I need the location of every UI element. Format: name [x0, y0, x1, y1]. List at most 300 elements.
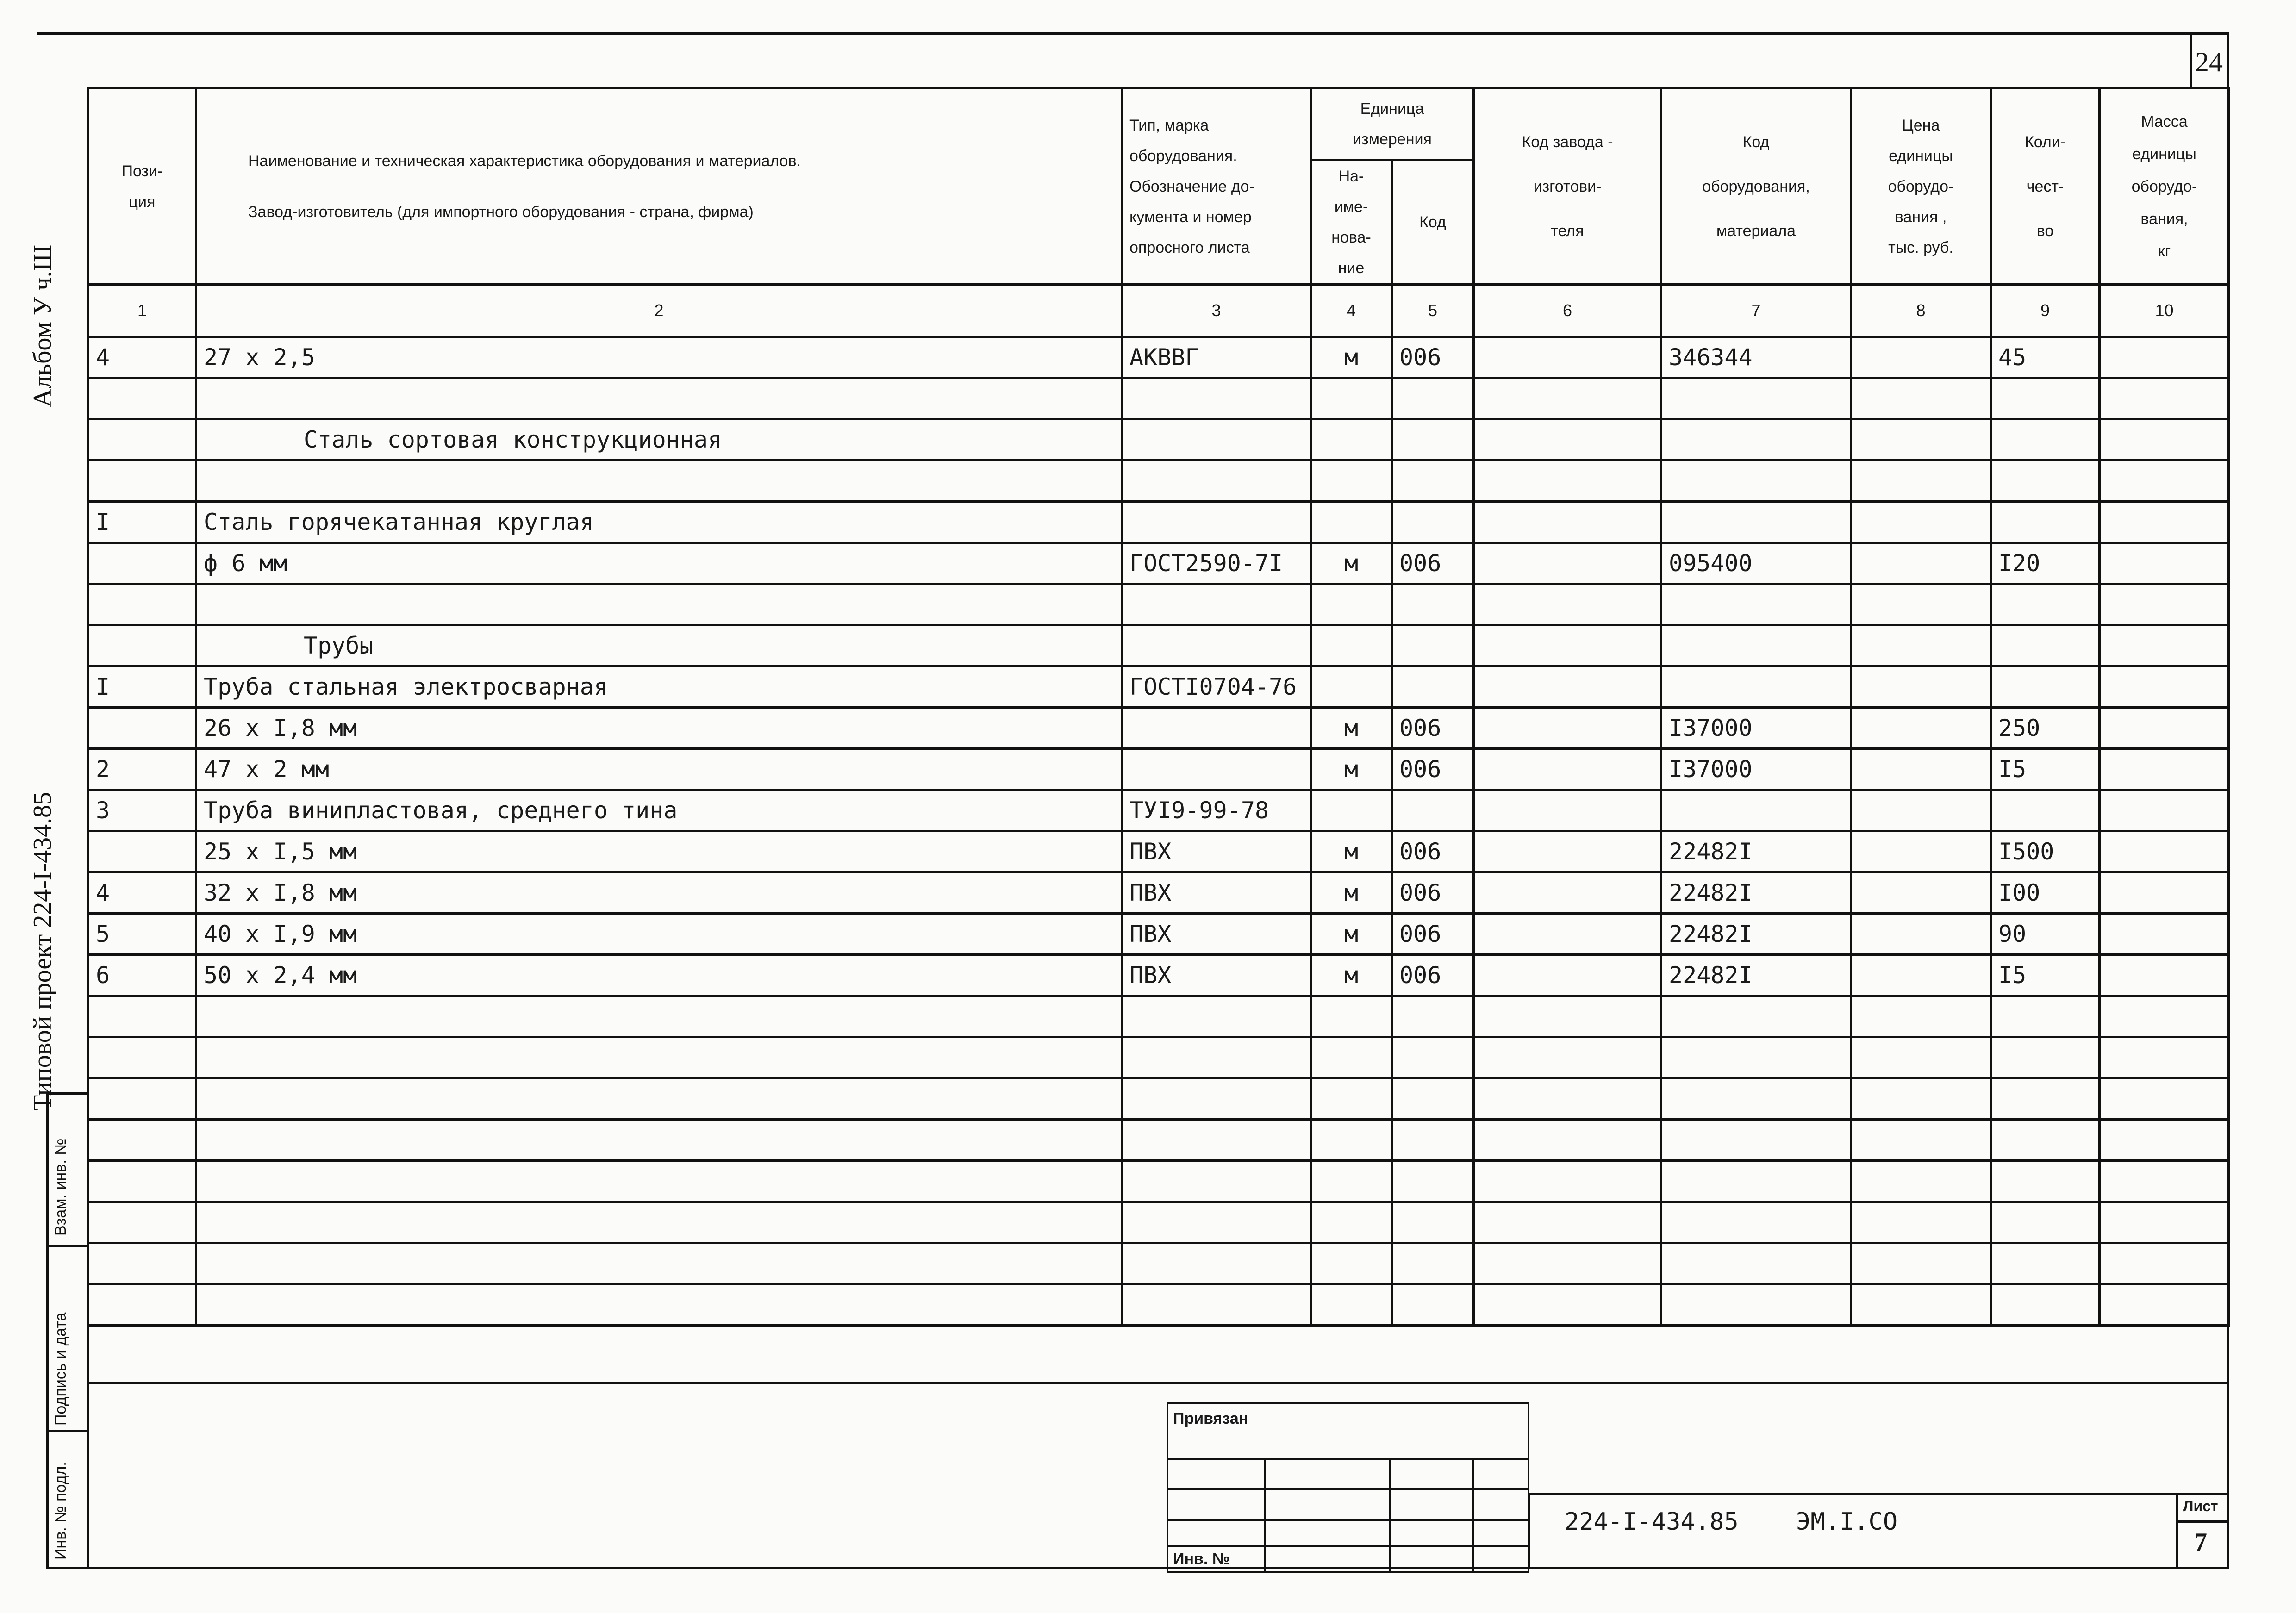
- price-cell: [1851, 955, 1991, 996]
- column-number: 3: [1122, 285, 1311, 337]
- sheet-corner-number: 24: [2195, 47, 2223, 77]
- price-cell: [1851, 1284, 1991, 1326]
- mass-cell: [2100, 872, 2229, 914]
- type-cell: [1122, 1202, 1311, 1243]
- price-cell: [1851, 1243, 1991, 1284]
- mass-cell: [2100, 625, 2229, 666]
- doc-code-rule: [1528, 1493, 2229, 1495]
- table-row: [88, 955, 2229, 996]
- table-row: [88, 461, 2229, 502]
- unit-code-cell: [1392, 461, 1474, 502]
- unit-code-cell: [1392, 419, 1474, 461]
- type-cell: ПВХ: [1122, 914, 1311, 955]
- equipment-code-cell: [1661, 584, 1851, 625]
- stamp-cell: [1473, 1459, 1529, 1489]
- factory-code-cell: [1474, 584, 1661, 625]
- type-cell: [1122, 1120, 1311, 1161]
- header-unit-name: [1311, 160, 1392, 285]
- type-cell: [1122, 378, 1311, 419]
- table-row: [88, 914, 2229, 955]
- price-cell: [1851, 666, 1991, 708]
- type-cell: ПВХ: [1122, 872, 1311, 914]
- position-cell: I: [88, 502, 196, 543]
- quantity-cell: [1991, 378, 2100, 419]
- name-cell: 50 х 2,4 мм: [196, 955, 1122, 996]
- table-row: [88, 708, 2229, 749]
- price-cell: [1851, 1120, 1991, 1161]
- equipment-code-cell: [1661, 1078, 1851, 1120]
- stamp-cell: [1265, 1546, 1390, 1572]
- quantity-cell: 90: [1991, 914, 2100, 955]
- name-cell: [196, 1284, 1122, 1326]
- mass-cell: [2100, 1161, 2229, 1202]
- factory-code-cell: [1474, 461, 1661, 502]
- unit-name-cell: м: [1311, 955, 1392, 996]
- header-equipment-code: [1661, 88, 1851, 285]
- unit-code-cell: 006: [1392, 872, 1474, 914]
- quantity-cell: 45: [1991, 337, 2100, 378]
- unit-name-cell: [1311, 1037, 1392, 1078]
- stamp-row: [1167, 1546, 1529, 1572]
- price-cell: [1851, 749, 1991, 790]
- mass-cell: [2100, 419, 2229, 461]
- left-strip-frame: [46, 1092, 49, 1569]
- factory-code-cell: [1474, 831, 1661, 872]
- table-row: [88, 996, 2229, 1037]
- column-number: 9: [1991, 285, 2100, 337]
- table-row: [88, 502, 2229, 543]
- price-cell: [1851, 708, 1991, 749]
- position-cell: 5: [88, 914, 196, 955]
- header-type-text: Тип, марка оборудования. Обозначение до- кумента и номер опросного листа: [1129, 116, 1254, 256]
- quantity-cell: I5: [1991, 955, 2100, 996]
- name-cell: 32 х I,8 мм: [196, 872, 1122, 914]
- unit-code-cell: 006: [1392, 708, 1474, 749]
- factory-code-cell: [1474, 1037, 1661, 1078]
- header-row: [88, 88, 2229, 160]
- type-cell: ГОСТI0704-76: [1122, 666, 1311, 708]
- name-cell: ф 6 мм: [196, 543, 1122, 584]
- equipment-code-cell: 22482I: [1661, 872, 1851, 914]
- stamp-cell: [1265, 1520, 1390, 1546]
- price-cell: [1851, 461, 1991, 502]
- doc-code-left: [1528, 1493, 1530, 1569]
- type-cell: [1122, 419, 1311, 461]
- equipment-code-cell: [1661, 461, 1851, 502]
- price-cell: [1851, 1078, 1991, 1120]
- table-row: [88, 1120, 2229, 1161]
- stamp-cell: [1390, 1489, 1473, 1520]
- unit-code-cell: [1392, 1078, 1474, 1120]
- position-cell: [88, 625, 196, 666]
- name-cell: [196, 1078, 1122, 1120]
- table-row: [88, 625, 2229, 666]
- price-cell: [1851, 872, 1991, 914]
- table-row: [88, 337, 2229, 378]
- header-equipment-code-text: Код оборудования, материала: [1702, 133, 1810, 240]
- price-cell: [1851, 1202, 1991, 1243]
- mass-cell: [2100, 996, 2229, 1037]
- stamp-cell: [1390, 1546, 1473, 1572]
- table-row: [88, 872, 2229, 914]
- specification-body: [88, 337, 2229, 1326]
- stamp-cell: [1390, 1520, 1473, 1546]
- type-cell: ПВХ: [1122, 831, 1311, 872]
- price-cell: [1851, 1161, 1991, 1202]
- factory-code-cell: [1474, 996, 1661, 1037]
- type-cell: [1122, 1037, 1311, 1078]
- price-cell: [1851, 543, 1991, 584]
- position-cell: [88, 1202, 196, 1243]
- stamp-cell: [1265, 1459, 1390, 1489]
- unit-code-cell: [1392, 378, 1474, 419]
- column-number-row: [88, 285, 2229, 337]
- header-unit-group-text: Единица измерения: [1353, 100, 1432, 148]
- unit-name-cell: [1311, 378, 1392, 419]
- position-cell: [88, 584, 196, 625]
- unit-name-cell: [1311, 1202, 1392, 1243]
- type-cell: [1122, 1284, 1311, 1326]
- factory-code-cell: [1474, 543, 1661, 584]
- unit-code-cell: 006: [1392, 337, 1474, 378]
- equipment-code-cell: 22482I: [1661, 831, 1851, 872]
- position-cell: [88, 419, 196, 461]
- factory-code-cell: [1474, 1202, 1661, 1243]
- quantity-cell: I500: [1991, 831, 2100, 872]
- quantity-cell: [1991, 1078, 2100, 1120]
- stamp-row: [1167, 1459, 1529, 1489]
- mass-cell: [2100, 1120, 2229, 1161]
- header-factory-code: [1474, 88, 1661, 285]
- price-cell: [1851, 419, 1991, 461]
- position-cell: [88, 1037, 196, 1078]
- equipment-code-cell: 095400: [1661, 543, 1851, 584]
- equipment-code-cell: I37000: [1661, 708, 1851, 749]
- unit-code-cell: [1392, 996, 1474, 1037]
- name-cell: 25 х I,5 мм: [196, 831, 1122, 872]
- name-cell: [196, 1120, 1122, 1161]
- stamp-row: [1167, 1489, 1529, 1520]
- unit-code-cell: [1392, 625, 1474, 666]
- factory-code-cell: [1474, 1284, 1661, 1326]
- factory-code-cell: [1474, 1243, 1661, 1284]
- table-row: [88, 543, 2229, 584]
- name-cell: [196, 1161, 1122, 1202]
- table-row: [88, 1078, 2229, 1120]
- mass-cell: [2100, 831, 2229, 872]
- equipment-code-cell: [1661, 1202, 1851, 1243]
- unit-code-cell: [1392, 1202, 1474, 1243]
- type-cell: АКВВГ: [1122, 337, 1311, 378]
- unit-code-cell: [1392, 584, 1474, 625]
- mass-cell: [2100, 337, 2229, 378]
- table-row: [88, 1202, 2229, 1243]
- table-row: [88, 790, 2229, 831]
- type-cell: [1122, 708, 1311, 749]
- position-cell: [88, 461, 196, 502]
- header-unit-mass-text: Масса единицы оборудо- вания, кг: [2131, 112, 2197, 260]
- top-rule: [37, 32, 2227, 35]
- price-cell: [1851, 337, 1991, 378]
- position-cell: [88, 1078, 196, 1120]
- name-cell: [196, 1037, 1122, 1078]
- mass-cell: [2100, 543, 2229, 584]
- table-row: [88, 1161, 2229, 1202]
- type-cell: [1122, 584, 1311, 625]
- position-cell: [88, 1284, 196, 1326]
- position-cell: [88, 831, 196, 872]
- mass-cell: [2100, 1284, 2229, 1326]
- unit-name-cell: [1311, 666, 1392, 708]
- stamp-row: [1167, 1403, 1529, 1459]
- type-cell: ТУI9-99-78: [1122, 790, 1311, 831]
- table-row: [88, 584, 2229, 625]
- unit-name-cell: [1311, 584, 1392, 625]
- vzam-inv-label: Взам. инв. №: [52, 1138, 69, 1236]
- unit-name-cell: м: [1311, 749, 1392, 790]
- position-cell: [88, 543, 196, 584]
- specification-table: [87, 87, 2230, 1327]
- unit-code-cell: [1392, 1120, 1474, 1161]
- quantity-cell: [1991, 996, 2100, 1037]
- equipment-code-cell: [1661, 378, 1851, 419]
- name-cell: [196, 1202, 1122, 1243]
- mass-cell: [2100, 914, 2229, 955]
- type-cell: [1122, 996, 1311, 1037]
- name-cell: [196, 1243, 1122, 1284]
- mass-cell: [2100, 1037, 2229, 1078]
- right-frame-top: [2190, 32, 2192, 87]
- name-cell: [196, 378, 1122, 419]
- unit-code-cell: [1392, 1284, 1474, 1326]
- list-number: 7: [2194, 1528, 2207, 1557]
- unit-name-cell: [1311, 419, 1392, 461]
- mass-cell: [2100, 502, 2229, 543]
- unit-code-cell: [1392, 1243, 1474, 1284]
- quantity-cell: [1991, 790, 2100, 831]
- column-number: 1: [88, 285, 196, 337]
- name-cell: Сталь горячекатанная круглая: [196, 502, 1122, 543]
- position-cell: 4: [88, 872, 196, 914]
- type-cell: ГОСТ2590-7I: [1122, 543, 1311, 584]
- document-code: 224-I-434.85: [1565, 1508, 1739, 1536]
- type-cell: [1122, 625, 1311, 666]
- column-number: 5: [1392, 285, 1474, 337]
- column-number: 10: [2100, 285, 2229, 337]
- section-code: ЭМ.I.СО: [1796, 1508, 1898, 1536]
- type-cell: [1122, 502, 1311, 543]
- inv-podl-label: Инв. № подл.: [52, 1462, 69, 1560]
- stamp-cell: [1390, 1459, 1473, 1489]
- mass-cell: [2100, 666, 2229, 708]
- name-cell: [196, 461, 1122, 502]
- header-position-text: Пози- ция: [121, 162, 163, 211]
- table-row: [88, 378, 2229, 419]
- unit-code-cell: 006: [1392, 955, 1474, 996]
- project-label: Типовой проект 224-I-434.85: [28, 791, 57, 1111]
- unit-name-cell: [1311, 996, 1392, 1037]
- type-cell: [1122, 1078, 1311, 1120]
- column-number: 2: [196, 285, 1122, 337]
- factory-code-cell: [1474, 1161, 1661, 1202]
- stamp-cell: [1265, 1489, 1390, 1520]
- name-cell: 47 х 2 мм: [196, 749, 1122, 790]
- price-cell: [1851, 914, 1991, 955]
- price-cell: [1851, 502, 1991, 543]
- stamp-cell: [1473, 1520, 1529, 1546]
- name-cell: 26 х I,8 мм: [196, 708, 1122, 749]
- factory-code-cell: [1474, 708, 1661, 749]
- mass-cell: [2100, 1243, 2229, 1284]
- equipment-code-cell: [1661, 502, 1851, 543]
- bottom-frame: [46, 1567, 2229, 1569]
- factory-code-cell: [1474, 337, 1661, 378]
- unit-name-cell: м: [1311, 914, 1392, 955]
- table-row: [88, 1284, 2229, 1326]
- unit-name-cell: [1311, 1243, 1392, 1284]
- price-cell: [1851, 625, 1991, 666]
- equipment-code-cell: [1661, 625, 1851, 666]
- unit-name-cell: м: [1311, 337, 1392, 378]
- mass-cell: [2100, 584, 2229, 625]
- table-row: [88, 749, 2229, 790]
- stamp-cell: [1473, 1489, 1529, 1520]
- unit-code-cell: 006: [1392, 749, 1474, 790]
- name-cell: Сталь сортовая конструкционная: [196, 419, 1122, 461]
- price-cell: [1851, 831, 1991, 872]
- factory-code-cell: [1474, 790, 1661, 831]
- name-cell: 40 х I,9 мм: [196, 914, 1122, 955]
- price-cell: [1851, 996, 1991, 1037]
- left-strip-div-1: [46, 1245, 88, 1247]
- header-quantity-text: Коли- чест- во: [2024, 133, 2066, 240]
- table-row: [88, 831, 2229, 872]
- position-cell: 3: [88, 790, 196, 831]
- unit-name-cell: [1311, 1078, 1392, 1120]
- unit-code-cell: [1392, 790, 1474, 831]
- quantity-cell: [1991, 1202, 2100, 1243]
- mass-cell: [2100, 461, 2229, 502]
- price-cell: [1851, 790, 1991, 831]
- table-row: [88, 1037, 2229, 1078]
- equipment-code-cell: [1661, 996, 1851, 1037]
- factory-code-cell: [1474, 749, 1661, 790]
- column-number: 8: [1851, 285, 1991, 337]
- price-cell: [1851, 584, 1991, 625]
- factory-code-cell: [1474, 625, 1661, 666]
- name-cell: 27 х 2,5: [196, 337, 1122, 378]
- mass-cell: [2100, 378, 2229, 419]
- unit-name-cell: [1311, 1284, 1392, 1326]
- header-factory-code-text: Код завода - изготови- теля: [1522, 133, 1613, 240]
- type-cell: ПВХ: [1122, 955, 1311, 996]
- stamp-row: [1167, 1520, 1529, 1546]
- header-unit-name-text: На- име- нова- ние: [1331, 168, 1371, 277]
- factory-code-cell: [1474, 419, 1661, 461]
- header-unit-mass: [2100, 88, 2229, 285]
- equipment-code-cell: 22482I: [1661, 955, 1851, 996]
- unit-name-cell: м: [1311, 831, 1392, 872]
- type-cell: [1122, 1243, 1311, 1284]
- quantity-cell: [1991, 666, 2100, 708]
- unit-code-cell: [1392, 666, 1474, 708]
- header-unit-price-text: Цена единицы оборудо- вания , тыс. руб.: [1888, 116, 1954, 256]
- factory-code-cell: [1474, 378, 1661, 419]
- quantity-cell: [1991, 1161, 2100, 1202]
- mass-cell: [2100, 1078, 2229, 1120]
- type-cell: [1122, 461, 1311, 502]
- equipment-code-cell: [1661, 1284, 1851, 1326]
- type-cell: [1122, 1161, 1311, 1202]
- position-cell: [88, 996, 196, 1037]
- position-cell: 2: [88, 749, 196, 790]
- quantity-cell: [1991, 502, 2100, 543]
- quantity-cell: [1991, 1120, 2100, 1161]
- equipment-code-cell: 22482I: [1661, 914, 1851, 955]
- table-row: [88, 419, 2229, 461]
- type-cell: [1122, 749, 1311, 790]
- unit-code-cell: 006: [1392, 914, 1474, 955]
- quantity-cell: [1991, 1243, 2100, 1284]
- column-number: 6: [1474, 285, 1661, 337]
- header-type: [1122, 88, 1311, 285]
- unit-name-cell: [1311, 502, 1392, 543]
- podpis-data-label: Подпись и дата: [52, 1312, 69, 1426]
- unit-name-cell: м: [1311, 708, 1392, 749]
- privyazan-label: Привязан: [1167, 1403, 1529, 1459]
- quantity-cell: [1991, 1037, 2100, 1078]
- factory-code-cell: [1474, 502, 1661, 543]
- position-cell: [88, 708, 196, 749]
- unit-name-cell: м: [1311, 543, 1392, 584]
- name-cell: Трубы: [196, 625, 1122, 666]
- unit-name-cell: м: [1311, 872, 1392, 914]
- equipment-code-cell: [1661, 1120, 1851, 1161]
- name-cell: [196, 584, 1122, 625]
- quantity-cell: [1991, 584, 2100, 625]
- quantity-cell: [1991, 461, 2100, 502]
- mass-cell: [2100, 708, 2229, 749]
- equipment-code-cell: [1661, 666, 1851, 708]
- equipment-code-cell: [1661, 1037, 1851, 1078]
- unit-name-cell: [1311, 1120, 1392, 1161]
- position-cell: I: [88, 666, 196, 708]
- stamp-cell: [1167, 1459, 1265, 1489]
- unit-code-cell: [1392, 1161, 1474, 1202]
- factory-code-cell: [1474, 955, 1661, 996]
- stamp-cell: [1473, 1546, 1529, 1572]
- unit-code-cell: [1392, 502, 1474, 543]
- mass-cell: [2100, 790, 2229, 831]
- stamp-cell: [1167, 1489, 1265, 1520]
- stamp-top-rule: [87, 1382, 2228, 1384]
- equipment-code-cell: [1661, 1243, 1851, 1284]
- column-number: 7: [1661, 285, 1851, 337]
- equipment-code-cell: [1661, 1161, 1851, 1202]
- mass-cell: [2100, 749, 2229, 790]
- header-name-text: Наименование и техническая характеристика оборудования и материалов. Завод-изготовитель (для импортного оборудования - страна, фирма): [248, 152, 801, 221]
- inv-number-label: Инв. №: [1167, 1546, 1265, 1572]
- left-strip-div-2: [46, 1430, 88, 1432]
- position-cell: [88, 378, 196, 419]
- equipment-code-cell: [1661, 419, 1851, 461]
- unit-code-cell: [1392, 1037, 1474, 1078]
- quantity-cell: 250: [1991, 708, 2100, 749]
- quantity-cell: [1991, 625, 2100, 666]
- quantity-cell: I20: [1991, 543, 2100, 584]
- unit-name-cell: [1311, 1161, 1392, 1202]
- list-box-left: [2176, 1493, 2178, 1569]
